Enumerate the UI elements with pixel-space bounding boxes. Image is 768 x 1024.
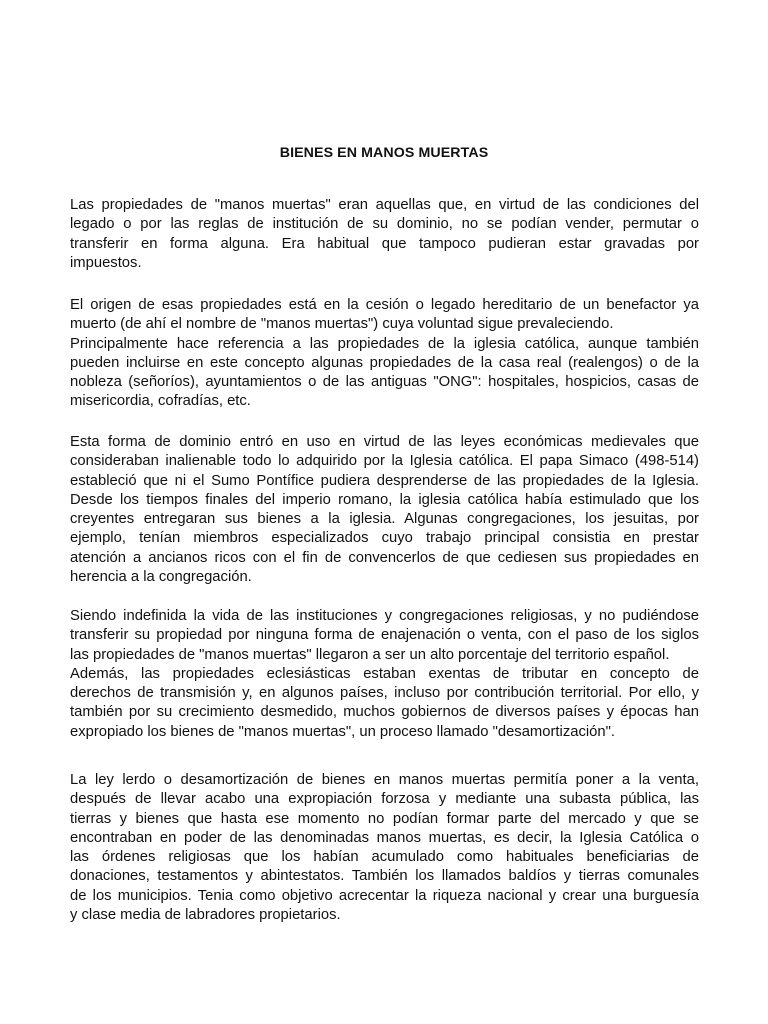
paragraph-line: Las propiedades de "manos muertas" eran aquellas que, en virtud de las condiciones del <box>70 197 699 213</box>
paragraph-line: tierras y bienes que hasta ese momento no podían formar parte del mercado y que se <box>70 810 699 827</box>
paragraph-line: pueden incluirse en este concepto algunas propiedades de la casa real (realengos) o de la <box>70 354 699 371</box>
paragraph-line: Principalmente hace referencia a las propiedades de la iglesia católica, aunque también <box>70 335 699 352</box>
paragraph-4 <box>70 607 699 742</box>
paragraph-line: El origen de esas propiedades está en la cesión o legado hereditario de un benefactor ya <box>70 297 699 313</box>
paragraph-line: atención a ancianos ricos con el fin de convencerlos de que cediesen sus propiedades en <box>70 549 699 566</box>
paragraph-line: muerto (de ahí el nombre de "manos muertas") cuya voluntad sigue prevaleciendo. <box>70 316 614 333</box>
paragraph-line: Desde los tiempos finales del imperio romano, la iglesia católica había estimulado que los <box>70 491 699 508</box>
paragraph-line: La ley lerdo o desamortización de bienes en manos muertas permitía poner a la venta, <box>70 772 699 788</box>
paragraph-line: encontraban en poder de las denominadas manos muertas, es decir, la Iglesia Católica o <box>70 829 699 846</box>
paragraph-5 <box>70 771 699 925</box>
paragraph-line: Además, las propiedades eclesiásticas estaban exentas de tributar en concepto de <box>70 665 699 682</box>
paragraph-line: donaciones, testamentos y abintestatos. También los llamados baldíos y tierras comunales <box>70 868 699 885</box>
paragraph-line: derechos de transmisión y, en algunos países, incluso por contribución territorial. Por ello, y <box>70 685 699 702</box>
paragraph-line: herencia a la congregación. <box>70 569 252 586</box>
paragraph-line: impuestos. <box>70 254 142 271</box>
paragraph-line: consideraban inalienable todo lo adquirido por la Iglesia católica. El papa Simaco (498-514) <box>70 453 699 470</box>
paragraph-line: creyentes entregaran sus bienes a la iglesia. Algunas congregaciones, los jesuitas, por <box>70 511 699 528</box>
paragraph-1 <box>70 196 699 273</box>
paragraph-line: también por su crecimiento desmedido, muchos gobiernos de diversos países y épocas han <box>70 704 699 721</box>
paragraph-line: Esta forma de dominio entró en uso en virtud de las leyes económicas medievales que <box>70 434 699 450</box>
paragraph-line: Siendo indefinida la vida de las instituciones y congregaciones religiosas, y no pudiéndose <box>70 608 699 624</box>
paragraph-line: legado o por las reglas de institución de su dominio, no se podían vender, permutar o <box>70 216 699 233</box>
paragraph-line: transferir su propiedad por ninguna forma de enajenación o venta, con el paso de los siglos <box>70 627 699 644</box>
paragraph-line: transferir en forma alguna. Era habitual que tampoco pudieran estar gravadas por <box>70 235 699 252</box>
paragraph-line: estableció que ni el Sumo Pontífice pudiera desprenderse de las propiedades de la Iglesia. <box>70 472 699 489</box>
paragraph-line: y clase media de labradores propietarios. <box>70 907 341 924</box>
paragraph-line: nobleza (señoríos), ayuntamientos o de las antiguas "ONG": hospitales, hospicios, casas de <box>70 374 699 391</box>
paragraph-3 <box>70 433 699 587</box>
paragraph-line: las órdenes religiosas que los habían acumulado como habituales beneficiarias de <box>70 849 699 866</box>
document-title: BIENES EN MANOS MUERTAS <box>279 145 489 161</box>
paragraph-line: de los municipios. Tenia como objetivo acrecentar la riqueza nacional y crear una burguesía <box>70 887 699 904</box>
paragraph-line: ejemplo, tenían miembros especializados cuyo trabajo principal consistia en prestar <box>70 530 699 547</box>
paragraph-line: las propiedades de "manos muertas" llegaron a ser un alto porcentaje del territorio español. <box>70 646 670 663</box>
paragraph-2 <box>70 296 699 412</box>
paragraph-line: misericordia, cofradías, etc. <box>70 393 251 410</box>
paragraph-line: después de llevar acabo una expropiación forzosa y mediante una subasta pública, las <box>70 791 699 808</box>
paragraph-line: expropiado los bienes de "manos muertas", un proceso llamado "desamortización". <box>70 723 615 740</box>
